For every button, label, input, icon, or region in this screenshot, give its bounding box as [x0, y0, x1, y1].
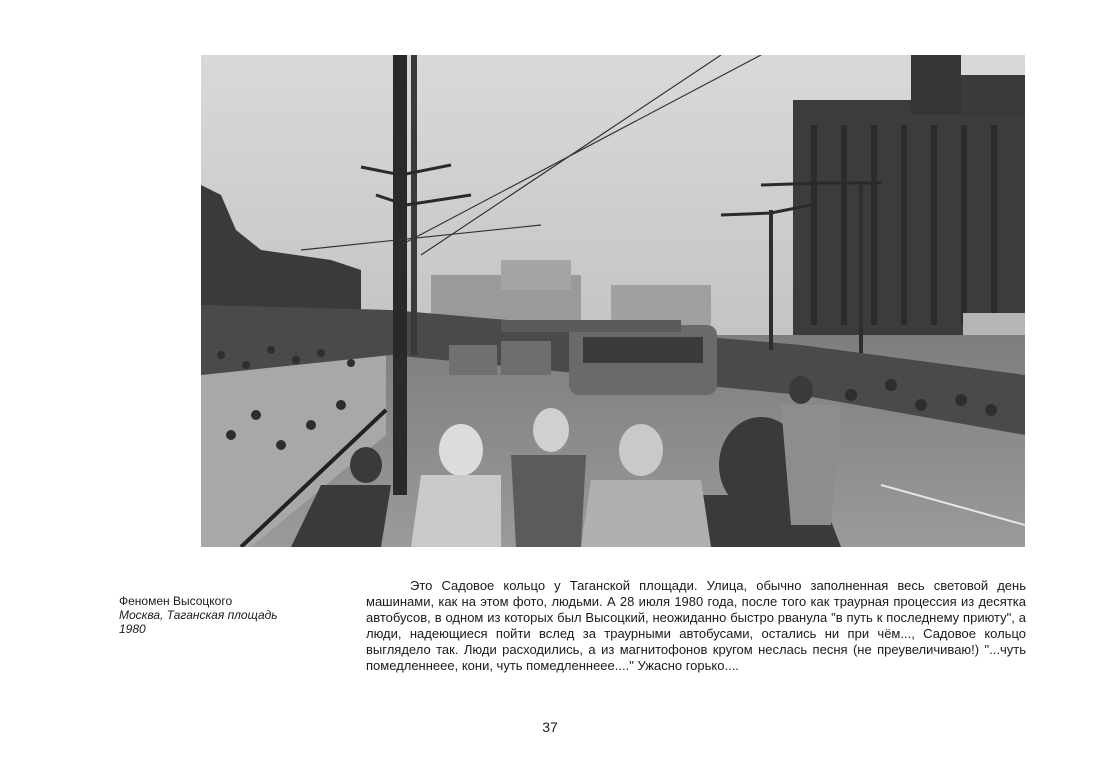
page-number: 37 [542, 719, 558, 735]
photo-caption [119, 594, 349, 636]
caption-year: 1980 [119, 622, 146, 636]
caption-title: Феномен Высоцкого [119, 594, 233, 608]
body-paragraph: Это Садовое кольцо у Таганской площади. Улица, обычно заполненная весь световой день машинами, как на этом фото, людьми. А 28 июля 1980 года, после того как траурная процессия из десятка автобусов, в одном из которых был Высоцкий, неожиданно быстро рванула "в путь к последнему приюту", а люди, надеющиеся пойти вслед за траурными автобусами, остались ни при чём..., Садовое кольцо выглядело так. Люди расходились, а из магнитофонов кругом неслась песня (не преувеличиваю!) "...чуть помедленнеее, кони, чуть помедленнеее...." Ужасно горько.... [366, 578, 1026, 673]
street-crowd-photo [201, 55, 1025, 547]
caption-place: Москва, Таганская площадь [119, 608, 278, 622]
